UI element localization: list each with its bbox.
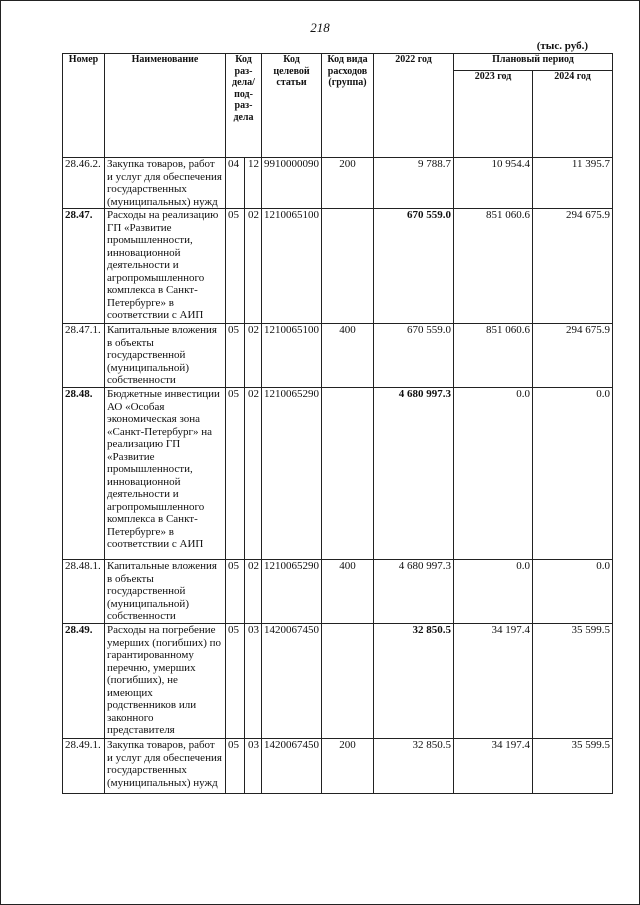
row-number: 28.48. <box>63 388 105 560</box>
header-row <box>63 54 613 71</box>
header-number: Номер <box>63 54 105 158</box>
table-row <box>63 209 613 324</box>
row-amount-2022: 670 559.0 <box>374 209 454 324</box>
row-amount-2022: 4 680 997.3 <box>374 560 454 624</box>
row-amount-2022: 9 788.7 <box>374 158 454 209</box>
table-row <box>63 158 613 209</box>
row-amount-2024: 294 675.9 <box>533 324 613 388</box>
budget-table <box>62 53 613 794</box>
row-target-code: 1210065290 <box>262 388 322 560</box>
table-row <box>63 324 613 388</box>
row-amount-2023: 10 954.4 <box>454 158 533 209</box>
row-razdel: 05 <box>226 560 245 624</box>
row-number: 28.49. <box>63 624 105 739</box>
table-row <box>63 624 613 739</box>
row-podrazdel: 02 <box>245 209 262 324</box>
table-row <box>63 739 613 794</box>
row-amount-2022: 32 850.5 <box>374 739 454 794</box>
row-number: 28.49.1. <box>63 739 105 794</box>
header-expense-type: Код вида расходов (группа) <box>322 54 374 158</box>
row-amount-2023: 34 197.4 <box>454 739 533 794</box>
row-expense-type <box>322 388 374 560</box>
row-amount-2024: 11 395.7 <box>533 158 613 209</box>
header-year-2024: 2024 год <box>533 71 613 158</box>
row-razdel: 05 <box>226 209 245 324</box>
row-name: Капитальные вложения в объекты государственной (муниципальной) собственности <box>105 324 226 388</box>
row-razdel: 04 <box>226 158 245 209</box>
row-number: 28.46.2. <box>63 158 105 209</box>
row-name: Закупка товаров, работ и услуг для обеспечения государственных (муниципальных) нужд <box>105 158 226 209</box>
header-section-code: Код раз-дела/ под-раз-дела <box>226 54 262 158</box>
row-number: 28.47. <box>63 209 105 324</box>
row-expense-type: 200 <box>322 158 374 209</box>
row-name: Расходы на погребение умерших (погибших) по гарантированному перечню, умерших (погибших), не имеющих родственников или законного представителя <box>105 624 226 739</box>
row-amount-2023: 34 197.4 <box>454 624 533 739</box>
row-target-code: 9910000090 <box>262 158 322 209</box>
row-podrazdel: 03 <box>245 739 262 794</box>
row-expense-type: 200 <box>322 739 374 794</box>
row-amount-2024: 0.0 <box>533 388 613 560</box>
header-year-2022: 2022 год <box>374 54 454 158</box>
row-amount-2023: 851 060.6 <box>454 324 533 388</box>
row-podrazdel: 03 <box>245 624 262 739</box>
row-target-code: 1420067450 <box>262 624 322 739</box>
row-amount-2022: 670 559.0 <box>374 324 454 388</box>
row-expense-type <box>322 624 374 739</box>
row-expense-type: 400 <box>322 560 374 624</box>
table-row <box>63 560 613 624</box>
row-target-code: 1210065100 <box>262 209 322 324</box>
row-podrazdel: 02 <box>245 324 262 388</box>
header-target-code: Код целевой статьи <box>262 54 322 158</box>
units-label: (тыс. руб.) <box>536 40 588 52</box>
row-name: Расходы на реализацию ГП «Развитие промышленности, инновационной деятельности и агропромышленного комплекса в Санкт-Петербурге» в соответствии с АИП <box>105 209 226 324</box>
row-amount-2023: 0.0 <box>454 388 533 560</box>
row-amount-2024: 294 675.9 <box>533 209 613 324</box>
header-name: Наименование <box>105 54 226 158</box>
row-amount-2022: 32 850.5 <box>374 624 454 739</box>
row-number: 28.47.1. <box>63 324 105 388</box>
row-target-code: 1210065290 <box>262 560 322 624</box>
row-target-code: 1210065100 <box>262 324 322 388</box>
row-expense-type <box>322 209 374 324</box>
row-amount-2024: 35 599.5 <box>533 739 613 794</box>
row-number: 28.48.1. <box>63 560 105 624</box>
page-number: 218 <box>310 20 330 35</box>
row-amount-2023: 851 060.6 <box>454 209 533 324</box>
row-razdel: 05 <box>226 739 245 794</box>
row-amount-2022: 4 680 997.3 <box>374 388 454 560</box>
row-name: Бюджетные инвестиции АО «Особая экономическая зона «Санкт-Петербург» на реализацию ГП «Развитие промышленности, инновационной деятельности и агропромышленного комплекса в Санкт-Петербурге» в соответствии с АИП <box>105 388 226 560</box>
row-amount-2024: 35 599.5 <box>533 624 613 739</box>
header-year-2023: 2023 год <box>454 71 533 158</box>
table-row <box>63 388 613 560</box>
row-razdel: 05 <box>226 324 245 388</box>
row-amount-2024: 0.0 <box>533 560 613 624</box>
row-expense-type: 400 <box>322 324 374 388</box>
row-name: Закупка товаров, работ и услуг для обеспечения государственных (муниципальных) нужд <box>105 739 226 794</box>
header-plan-period: Плановый период <box>454 54 613 71</box>
row-podrazdel: 12 <box>245 158 262 209</box>
row-razdel: 05 <box>226 388 245 560</box>
row-name: Капитальные вложения в объекты государственной (муниципальной) собственности <box>105 560 226 624</box>
row-razdel: 05 <box>226 624 245 739</box>
row-podrazdel: 02 <box>245 560 262 624</box>
row-target-code: 1420067450 <box>262 739 322 794</box>
row-podrazdel: 02 <box>245 388 262 560</box>
row-amount-2023: 0.0 <box>454 560 533 624</box>
